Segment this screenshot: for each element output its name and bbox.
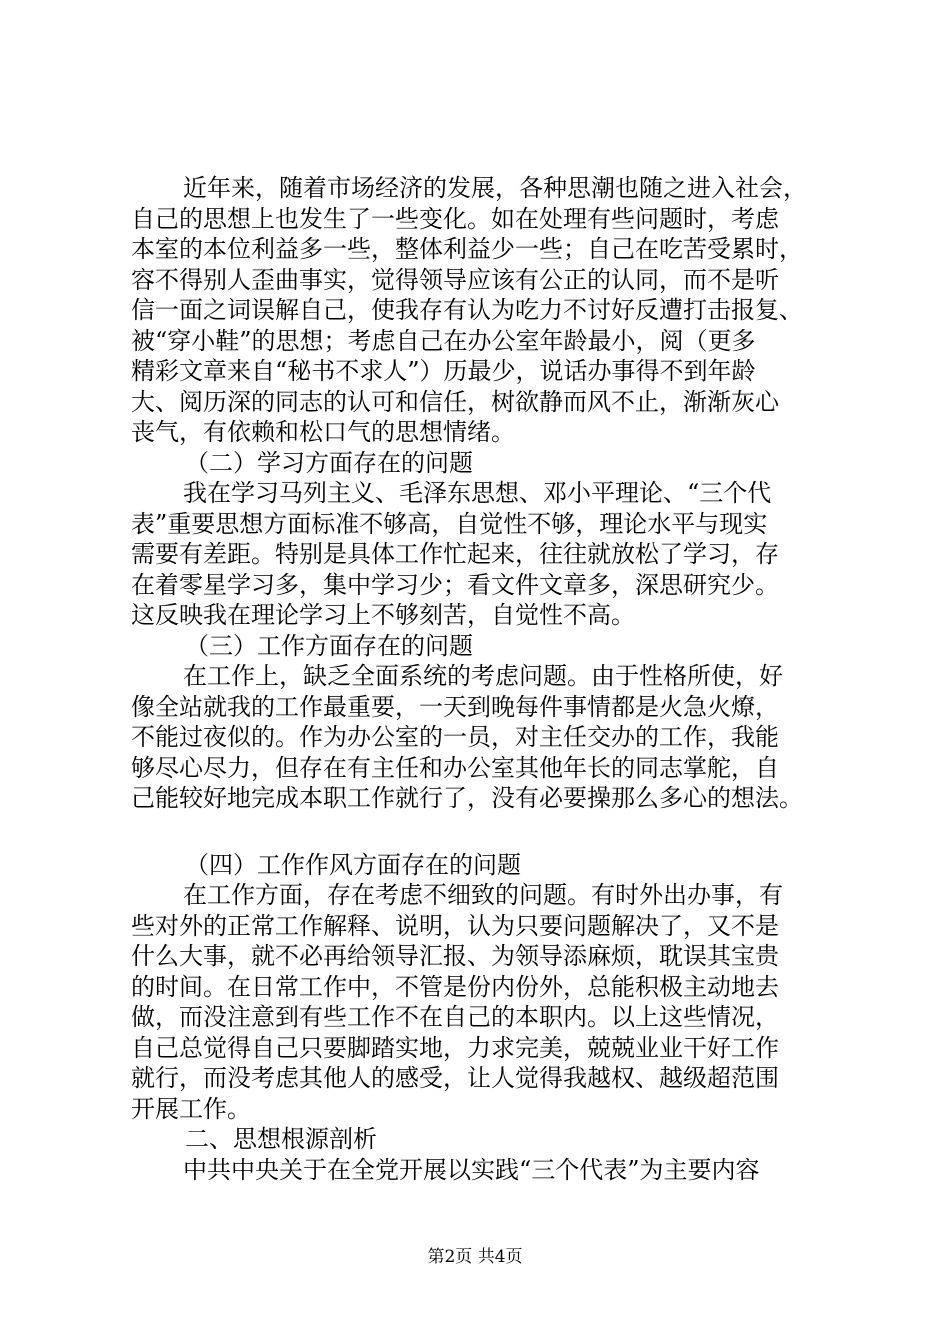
paragraph-line: 在工作上，缺乏全面系统的考虑问题。由于性格所使，好 (183, 662, 783, 690)
paragraph-line: 本室的本位利益多一些，整体利益少一些；自己在吃苦受累时， (131, 235, 803, 263)
paragraph-line: 像全站就我的工作最重要，一天到晚每件事情都是火急火燎， (131, 692, 779, 721)
page-number-footer: 第2页 共4页 (427, 1247, 523, 1267)
section-heading: 二、思想根源剖析 (185, 1125, 377, 1153)
paragraph-line: 近年来，随着市场经济的发展，各种思潮也随之进入社会， (183, 174, 807, 202)
paragraph-line: 丧气，有依赖和松口气的思想情绪。 (131, 418, 515, 446)
paragraph-line: 做，而没注意到有些工作不在自己的本职内。以上这些情况， (131, 1003, 779, 1031)
paragraph-line: 信一面之词误解自己，使我存有认为吃力不讨好反遭打击报复、 (131, 296, 803, 324)
paragraph-line: 不能过夜似的。作为办公室的一员，对主任交办的工作，我能 (131, 723, 779, 751)
section-heading: （四）工作作风方面存在的问题 (185, 850, 521, 879)
section-heading: （二）学习方面存在的问题 (185, 448, 473, 477)
paragraph-line: 自己的思想上也发生了一些变化。如在处理有些问题时，考虑 (131, 204, 779, 233)
paragraph-line: 自己总觉得自己只要脚踏实地，力求完美，兢兢业业干好工作 (131, 1033, 779, 1062)
paragraph-line: 在着零星学习多，集中学习少；看文件文章多，深思研究少。 (131, 570, 779, 599)
paragraph-line: 被“穿小鞋”的思想；考虑自己在办公室年龄最小，阅（更多 (131, 326, 756, 355)
paragraph-line: 我在学习马列主义、毛泽东思想、邓小平理论、“三个代 (183, 479, 772, 507)
paragraph-line: 开展工作。 (131, 1094, 251, 1123)
paragraph-line: 大、阅历深的同志的认可和信任，树欲静而风不止，渐渐灰心 (131, 387, 779, 416)
paragraph-line: 容不得别人歪曲事实，觉得领导应该有公正的认同，而不是听 (131, 265, 779, 294)
paragraph-line: 精彩文章来自“秘书不求人”）历最少，说话办事得不到年龄 (131, 357, 756, 385)
paragraph-line: 己能较好地完成本职工作就行了，没有必要操那么多心的想法。 (131, 784, 803, 812)
paragraph-line: 需要有差距。特别是具体工作忙起来，往往就放松了学习，存 (131, 540, 779, 568)
paragraph-line: 的时间。在日常工作中，不管是份内份外，总能积极主动地去 (131, 972, 779, 1001)
document-body (131, 173, 851, 1185)
blank-line (131, 814, 851, 850)
section-heading: （三）工作方面存在的问题 (185, 631, 473, 660)
paragraph-line: 就行，而没考虑其他人的感受，让人觉得我越权、越级超范围 (131, 1064, 779, 1092)
paragraph-line: 表”重要思想方面标准不够高，自觉性不够，理论水平与现实 (131, 509, 768, 538)
paragraph-line: 在工作方面，存在考虑不细致的问题。有时外出办事，有 (183, 881, 783, 909)
paragraph-line: 中共中央关于在全党开展以实践“三个代表”为主要内容 (183, 1155, 760, 1184)
paragraph-line: 这反映我在理论学习上不够刻苦，自觉性不高。 (131, 601, 635, 629)
paragraph-line: 什么大事，就不必再给领导汇报、为领导添麻烦，耽误其宝贵 (131, 942, 779, 970)
paragraph-line: 够尽心尽力，但存在有主任和办公室其他年长的同志掌舵，自 (131, 753, 779, 782)
paragraph-line: 些对外的正常工作解释、说明，认为只要问题解决了，又不是 (131, 911, 779, 940)
